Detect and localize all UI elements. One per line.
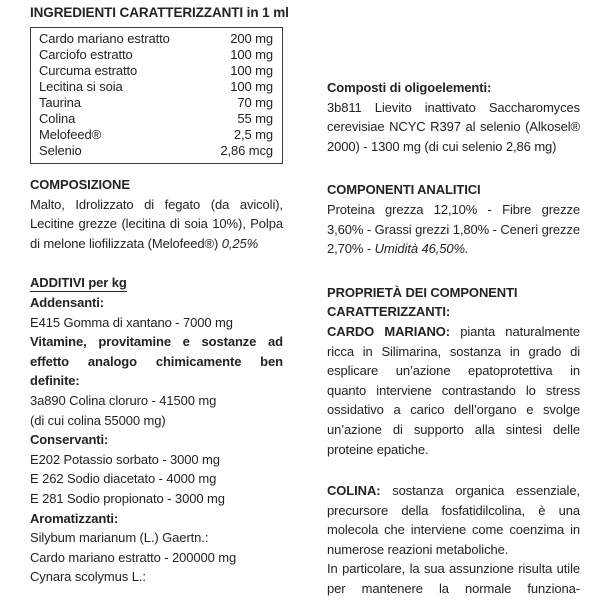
ingredient-value: 2,5 mg	[233, 127, 273, 142]
analitici-umidita-italic: Umidità 46,50%.	[374, 241, 469, 257]
oligoelementi-body: 3b811 Lievito inattivato Saccharomyces cerevisiae NCYC R397 al selenio (Alkosel® 2000) - 1300 mg (di cui selenio 2,86 mg)	[327, 99, 580, 154]
analitici-title: COMPONENTI ANALITICI	[327, 182, 481, 198]
ingredient-value: 100 mg	[230, 79, 273, 94]
colina-text: sostanza organica essenziale, precursore della fosfatidilcolina, è una molecola che interviene come coenzima in numerose reazioni metaboliche.	[327, 483, 580, 557]
analitici-text: Proteina grezza 12,10% - Fibre grezze 3,60% - Grassi grezzi 1,80% - Ceneri grezze 2,70% -	[327, 201, 580, 257]
table-row	[31, 31, 282, 47]
addensanti-label: Addensanti:	[30, 294, 105, 310]
vitamine-item: (di cui colina 55000 mg)	[30, 412, 166, 428]
ingredient-name: Taurina	[39, 95, 81, 110]
table-row	[31, 63, 282, 79]
aromatizzanti-item: Silybum marianum (L.) Gaertn.:	[30, 530, 209, 546]
composizione-note-italic: 0,25%	[221, 235, 259, 251]
ingredient-name: Colina	[39, 111, 76, 126]
colina-paragraph	[327, 481, 580, 559]
ingredient-value: 55 mg	[237, 111, 273, 126]
ingredients-table-title: INGREDIENTI CARATTERIZZANTI in 1 ml	[30, 5, 289, 20]
table-row	[31, 79, 282, 95]
conservanti-label: Conservanti:	[30, 432, 109, 448]
aromatizzanti-label: Aromatizzanti:	[30, 510, 119, 526]
aromatizzanti-item: Cynara scolymus L.:	[30, 569, 146, 585]
ingredient-name: Melofeed®	[39, 127, 102, 142]
colina-label: COLINA:	[327, 483, 381, 499]
ingredient-name: Lecitina si soia	[39, 79, 123, 94]
ingredient-value: 2,86 mcg	[220, 143, 273, 158]
ingredient-name: Curcuma estratto	[39, 63, 138, 78]
addensanti-item: E415 Gomma di xantano - 7000 mg	[30, 314, 233, 330]
oligoelementi-title: Composti di oligoelementi:	[327, 80, 492, 95]
left-column	[30, 4, 289, 587]
ingredient-value: 70 mg	[237, 95, 273, 110]
table-row	[31, 127, 282, 143]
ingredient-value: 100 mg	[230, 47, 273, 62]
vitamine-item: 3a890 Colina cloruro - 41500 mg	[30, 392, 217, 408]
colina-paragraph-continued: In particolare, la sua assunzione risulta utile per mantenere la normale funziona-	[327, 561, 580, 597]
ingredient-value: 100 mg	[230, 63, 273, 78]
aromatizzanti-item: Cardo mariano estratto - 200000 mg	[30, 549, 237, 565]
cardo-mariano-label: CARDO MARIANO:	[327, 323, 451, 339]
analitici-body	[327, 200, 580, 259]
conservanti-item: E 281 Sodio propionato - 3000 mg	[30, 490, 225, 506]
ingredient-name: Selenio	[39, 143, 82, 158]
proprieta-title-line2: CARATTERIZZANTI:	[327, 304, 451, 320]
composizione-title: COMPOSIZIONE	[30, 177, 130, 192]
additivi-title: ADDITIVI per kg	[30, 275, 127, 291]
ingredients-table	[30, 27, 283, 164]
table-row	[31, 143, 282, 159]
vitamine-label: Vitamine, provitamine e sostanze ad effetto analogo chimicamente ben definite:	[30, 334, 283, 389]
composizione-text: Malto, Idrolizzato di fegato (da avicoli), Lecitine grezze (lecitina di soia 10%), Polpa di melone liofilizzata (Melofeed®)	[30, 196, 283, 251]
conservanti-item: E 262 Sodio diacetato - 4000 mg	[30, 471, 217, 487]
proprieta-title-line1: PROPRIETÀ DEI COMPONENTI	[327, 284, 518, 300]
table-row	[31, 47, 282, 63]
conservanti-item: E202 Potassio sorbato - 3000 mg	[30, 451, 220, 467]
table-row	[31, 95, 282, 111]
ingredient-name: Carciofo estratto	[39, 47, 133, 62]
ingredient-value: 200 mg	[230, 31, 273, 46]
right-column	[327, 78, 580, 599]
ingredient-name: Cardo mariano estratto	[39, 31, 170, 46]
cardo-mariano-paragraph	[327, 322, 580, 459]
cardo-mariano-text: pianta naturalmente ricca in Silimarina, sostanza in grado di esplicare un’azione epatoprotettiva in quanto interviene contrastando lo stress ossidativo a carico dell’organo e svolge un’azione di supporto alla sintesi delle proteine epatiche.	[327, 323, 580, 457]
table-row	[31, 111, 282, 127]
composizione-body	[30, 195, 283, 254]
